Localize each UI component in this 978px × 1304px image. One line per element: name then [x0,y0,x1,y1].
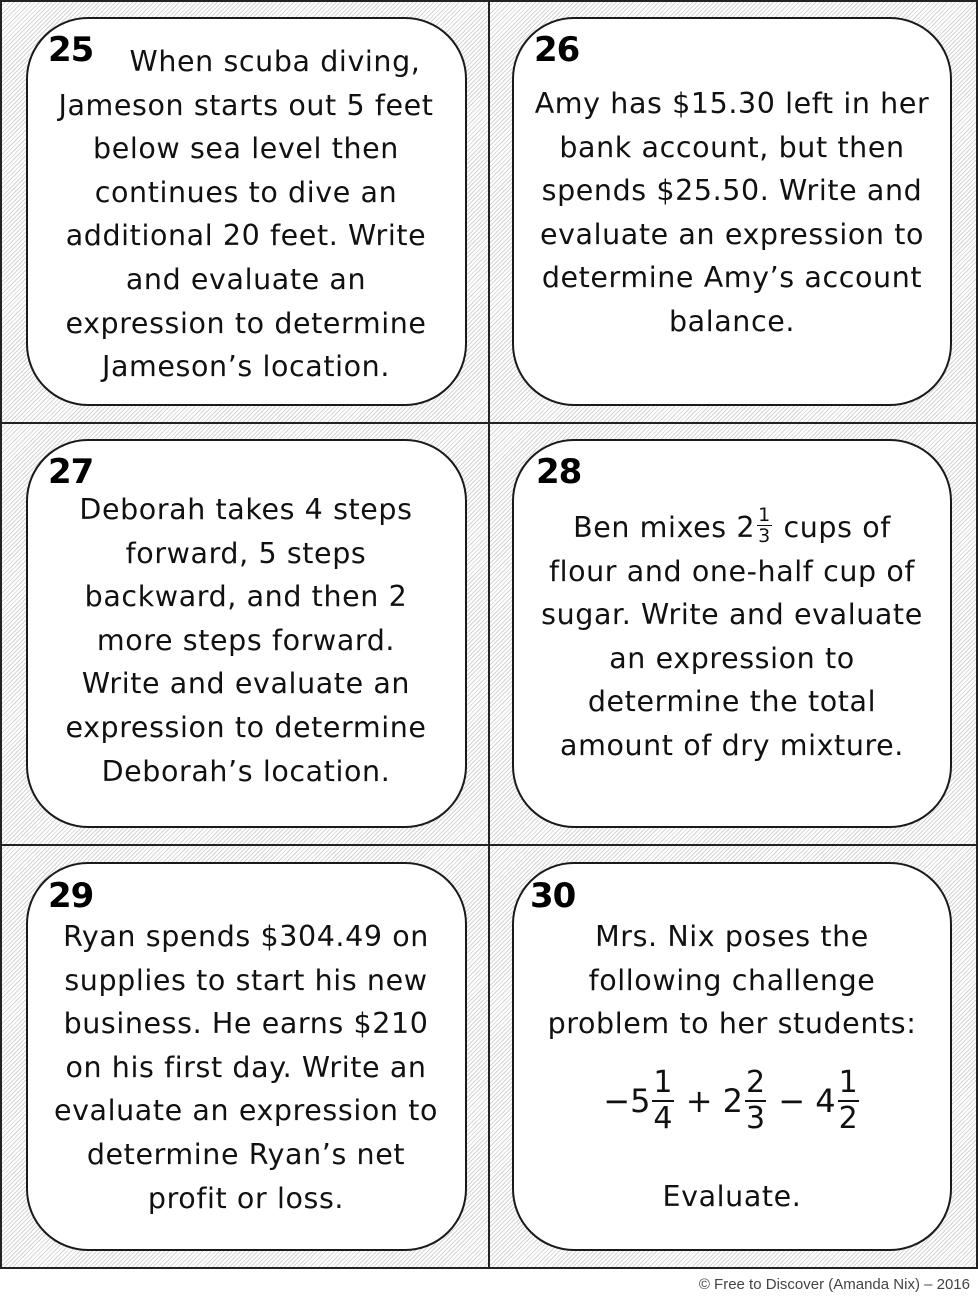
numerator: 1 [838,1065,858,1100]
text-line: amount of dry mixture. [560,728,904,762]
text-line: balance. [668,304,796,338]
text-line: Deborah takes 4 steps [79,493,413,526]
math-expression [520,1065,944,1138]
copyright-footer: © Free to Discover (Amanda Nix) – 2016 [698,1276,970,1293]
numerator: 1 [653,1065,673,1100]
card-text [522,503,942,768]
operator: − [778,1082,806,1120]
text-fragment: cups of [773,511,891,544]
operator: + [685,1082,713,1120]
denominator: 3 [758,524,771,547]
text-line: determine the total [587,685,877,719]
text-line: determine Amy’s account [541,261,923,295]
text-line: flour and one-half cup of [548,554,916,588]
text-line: evaluate an expression to [53,1094,439,1128]
text-line: following challenge [588,963,876,997]
text-line: and evaluate an [125,262,367,296]
text-line: When scuba diving, [129,45,421,78]
text-line: Jameson’s location. [101,350,391,384]
text-line: expression to determine [65,710,427,744]
text-line: Write and evaluate an [81,667,411,701]
card-text [36,488,456,793]
text-fragment: Ben mixes 2 [573,511,756,544]
text-line: business. He earns $210 [63,1007,429,1041]
card-number: 30 [530,876,576,916]
text-line: forward, 5 steps [125,536,367,570]
text-line: more steps forward. [96,623,396,657]
text-line: backward, and then 2 [84,580,408,614]
text-line: bank account, but then [559,130,905,164]
card-text [522,915,942,1046]
text-line: continues to dive an [94,175,398,209]
term-whole: 2 [722,1082,744,1120]
card-text [36,915,456,1220]
denominator: 4 [653,1101,673,1136]
term-fraction [838,1066,859,1136]
term-fraction [745,1066,766,1136]
instruction-text: Evaluate. [662,1180,802,1213]
term-whole: −5 [603,1082,651,1120]
mixed-number-fraction [757,505,772,546]
text-line: Ryan spends $304.49 on [63,920,429,953]
denominator: 2 [838,1101,858,1136]
term-whole: 4 [815,1082,836,1120]
text-line: Jameson starts out 5 feet [58,88,434,122]
text-line: profit or loss. [147,1181,345,1215]
denominator: 3 [746,1101,766,1136]
card-text [522,82,942,344]
text-line: evaluate an expression to [539,217,925,251]
text-line: spends $25.50. Write and [541,174,923,208]
card-text [36,40,456,389]
card-number: 25 [48,30,94,70]
text-line: Amy has $15.30 left in her [534,87,930,120]
text-line: determine Ryan’s net [86,1137,406,1171]
text-line: Mrs. Nix poses the [595,920,869,953]
text-line: below sea level then [93,132,399,166]
text-line: Deborah’s location. [101,754,391,788]
text-line: sugar. Write and evaluate [541,598,923,632]
term-fraction [652,1066,673,1136]
card-number: 29 [48,876,94,916]
card-number: 26 [534,30,580,70]
text-line: an expression to [609,641,855,675]
footer-divider [0,1267,978,1269]
text-line: problem to her students: [547,1007,917,1041]
text-line: additional 20 feet. Write [65,219,427,253]
numerator: 2 [746,1065,766,1100]
text-line: supplies to start his new [64,963,428,997]
text-line: expression to determine [65,306,427,340]
card-number: 27 [48,452,94,492]
text-line-with-fraction [522,503,942,550]
numerator: 1 [758,503,771,526]
card-number: 28 [536,452,582,492]
text-line: on his first day. Write an [65,1050,427,1084]
